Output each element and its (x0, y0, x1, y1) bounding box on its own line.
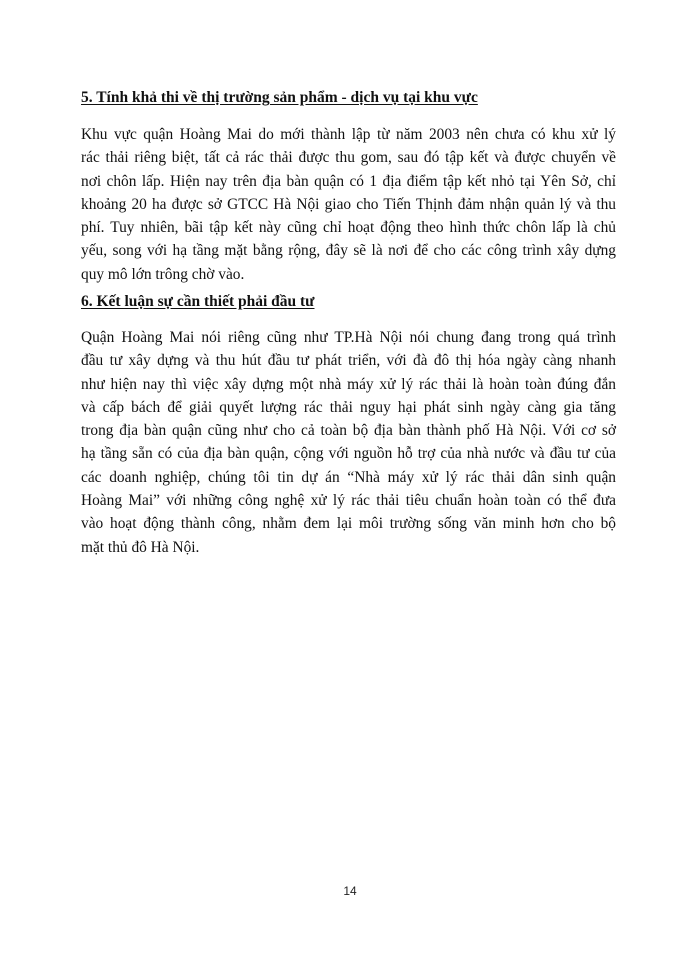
paragraph-line: yếu, song với hạ tầng mặt bằng rộng, đây sẽ là nơi để cho các công trình xây dựng (81, 242, 616, 260)
paragraph-line: nơi chôn lấp. Hiện nay trên địa bàn quận có 1 địa điểm tập kết nhỏ tại Yên Sở, chỉ (81, 172, 616, 190)
paragraph-line: rác thải riêng biệt, tất cả rác thải được thu gom, sau đó tập kết và được chuyển về (81, 149, 616, 167)
paragraph-line: quy mô lớn trông chờ vào. (81, 265, 245, 283)
paragraph-line: hạ tầng sẵn có của địa bàn quận, cộng với nguồn hỗ trợ của nhà nước và đầu tư của (81, 445, 616, 463)
paragraph-line: như hiện nay thì việc xây dựng một nhà máy xử lý rác thải là hoàn toàn đúng đắn (81, 375, 616, 393)
paragraph-line: mặt thủ đô Hà Nội. (81, 538, 200, 556)
section-5-paragraph (81, 123, 616, 286)
paragraph-line: các doanh nghiệp, chúng tôi tin dự án “Nhà máy xử lý rác thải dân sinh quận (81, 468, 616, 486)
paragraph-line: phí. Tuy nhiên, bãi tập kết này cũng chỉ hoạt động theo hình thức chôn lấp là chủ (81, 219, 616, 237)
section-5-heading: 5. Tính khả thi về thị trường sản phẩm - dịch vụ tại khu vực (81, 89, 478, 106)
paragraph-line: Khu vực quận Hoàng Mai do mới thành lập từ năm 2003 nên chưa có khu xử lý (81, 126, 616, 143)
paragraph-line: khoảng 20 ha được sở GTCC Hà Nội giao cho Tiến Thịnh đảm nhận quản lý và thu (81, 195, 616, 213)
paragraph-line: và cấp bách để giải quyết lượng rác thải nguy hại phát sinh ngày càng gia tăng (81, 398, 616, 416)
paragraph-line: trong địa bàn quận cũng như cho cả toàn bộ địa bàn thành phố Hà Nội. Với cơ sở (81, 422, 616, 440)
section-6-heading: 6. Kết luận sự cần thiết phải đầu tư (81, 293, 315, 310)
paragraph-line: đầu tư xây dựng và thu hút đầu tư phát triển, với đà đô thị hóa ngày càng nhanh (81, 352, 616, 370)
paragraph-line: Quận Hoàng Mai nói riêng cũng như TP.Hà Nội nói chung đang trong quá trình (81, 329, 616, 346)
paragraph-line: Hoàng Mai” với những công nghệ xử lý rác thải tiêu chuẩn hoàn toàn có thể đưa (81, 492, 616, 510)
section-6-paragraph (81, 326, 616, 559)
page-number: 14 (343, 884, 357, 898)
paragraph-line: vào hoạt động thành công, nhằm đem lại môi trường sống văn minh hơn cho bộ (81, 515, 616, 533)
